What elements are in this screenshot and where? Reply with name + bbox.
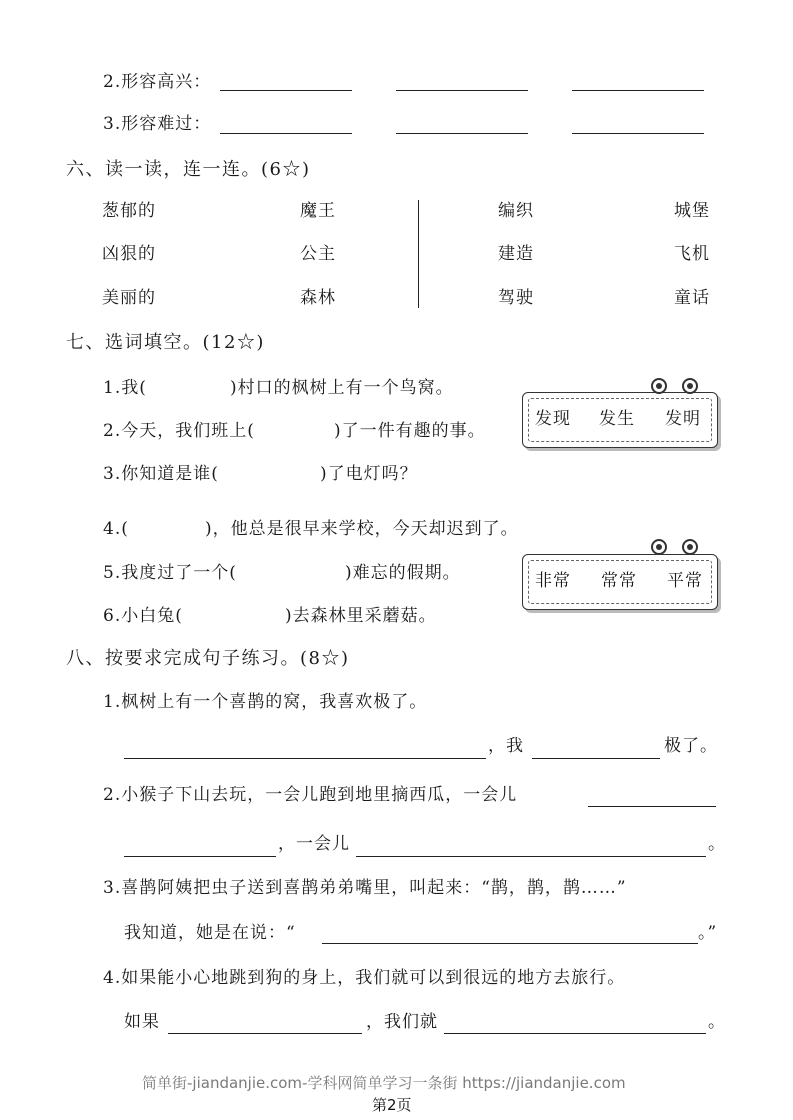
q8-item-1-blank-1[interactable]: [124, 758, 486, 759]
footer-watermark: 简单街-jiandanjie.com-学科网简单学习一条街 https://jiandanjie.com: [142, 1074, 626, 1092]
q6-left-word-1[interactable]: 葱郁的: [102, 201, 156, 221]
q8-item-4-lead: 如果: [124, 1012, 160, 1032]
q8-item-2-blank-2[interactable]: [124, 856, 276, 857]
q7-word-box-1-ring-left-icon: [651, 378, 667, 394]
q5-item-2-blank-1[interactable]: [220, 90, 352, 91]
q8-item-2-end: 。: [708, 834, 726, 854]
q7-word-box-1-word-1: 发现: [535, 409, 571, 429]
q7-word-box-1-word-2: 发生: [599, 409, 635, 429]
q8-item-3-lead: 我知道，她是在说：“: [124, 923, 296, 943]
q6-right-match-2[interactable]: 飞机: [674, 244, 710, 264]
q5-item-3-blank-2[interactable]: [396, 133, 528, 134]
q7-sentence-3-start: 3.你知道是谁(: [103, 464, 219, 484]
q7-sentence-5-end: )难忘的假期。: [345, 563, 461, 583]
q8-item-1-end: 极了。: [664, 736, 718, 756]
q8-item-1-sentence: 1.枫树上有一个喜鹊的窝，我喜欢极了。: [103, 692, 428, 712]
q6-title: 六、读一读，连一连。(6☆): [66, 159, 311, 180]
q8-item-4-blank-1[interactable]: [168, 1033, 362, 1034]
q7-word-box-2-word-1: 非常: [535, 571, 571, 591]
page-number: 第2页: [372, 1096, 412, 1114]
q7-sentence-3-end: )了电灯吗？: [320, 464, 418, 484]
q7-sentence-4-end: )，他总是很早来学校，今天却迟到了。: [205, 519, 519, 539]
q8-item-1-mid: ，我: [488, 736, 524, 756]
q6-divider: [418, 200, 419, 308]
q8-title: 八、按要求完成句子练习。(8☆): [66, 648, 350, 669]
q6-left-word-3[interactable]: 美丽的: [102, 288, 156, 308]
q8-item-2-sentence: 2.小猴子下山去玩，一会儿跑到地里摘西瓜，一会儿: [103, 785, 518, 805]
q7-sentence-2-end: )了一件有趣的事。: [334, 421, 486, 441]
q8-item-3-blank[interactable]: [322, 943, 698, 944]
q7-word-box-2-word-3: 平常: [667, 571, 703, 591]
q8-item-4-sentence: 4.如果能小心地跳到狗的身上，我们就可以到很远的地方去旅行。: [103, 968, 626, 988]
q7-sentence-1-end: )村口的枫树上有一个鸟窝。: [230, 378, 454, 398]
q6-right-word-3[interactable]: 驾驶: [498, 288, 534, 308]
q7-sentence-5-start: 5.我度过了一个(: [103, 563, 237, 583]
q7-word-box-2-word-2: 常常: [601, 571, 637, 591]
q8-item-4-mid: ，我们就: [366, 1012, 438, 1032]
q7-word-box-1: [522, 392, 718, 448]
q6-left-match-3[interactable]: 森林: [300, 288, 336, 308]
q8-item-3-end: 。”: [698, 923, 718, 943]
q5-item-3-blank-3[interactable]: [572, 133, 704, 134]
q5-item-2-blank-3[interactable]: [572, 90, 704, 91]
q8-item-4-blank-2[interactable]: [444, 1033, 706, 1034]
q8-item-4-end: 。: [708, 1012, 726, 1032]
q7-sentence-2-start: 2.今天，我们班上(: [103, 421, 255, 441]
q6-right-match-1[interactable]: 城堡: [674, 201, 710, 221]
q8-item-3-sentence: 3.喜鹊阿姨把虫子送到喜鹊弟弟嘴里，叫起来：“鹊，鹊，鹊……”: [103, 878, 627, 898]
q6-right-word-1[interactable]: 编织: [498, 201, 534, 221]
q8-item-2-mid: ，一会儿: [278, 834, 350, 854]
q8-item-1-blank-2[interactable]: [532, 758, 660, 759]
q7-word-box-1-ring-right-icon: [682, 378, 698, 394]
q7-word-box-1-word-3: 发明: [665, 409, 701, 429]
q7-sentence-6-end: )去森林里采蘑菇。: [285, 606, 437, 626]
q7-word-box-2-ring-right-icon: [682, 539, 698, 555]
q6-right-word-2[interactable]: 建造: [498, 244, 534, 264]
q7-sentence-4-start: 4.(: [103, 519, 129, 539]
q5-item-2-label: 2.形容高兴：: [103, 72, 212, 92]
q6-left-word-2[interactable]: 凶狠的: [102, 244, 156, 264]
q7-word-box-2-ring-left-icon: [651, 539, 667, 555]
q5-item-2-blank-2[interactable]: [396, 90, 528, 91]
q6-left-match-1[interactable]: 魔王: [300, 201, 336, 221]
q7-sentence-6-start: 6.小白兔(: [103, 606, 183, 626]
q6-left-match-2[interactable]: 公主: [300, 244, 336, 264]
q7-word-box-2: [522, 554, 718, 610]
q6-right-match-3[interactable]: 童话: [674, 288, 710, 308]
q7-sentence-1-start: 1.我(: [103, 378, 147, 398]
q8-item-2-blank-3[interactable]: [356, 856, 706, 857]
q5-item-3-blank-1[interactable]: [220, 133, 352, 134]
q5-item-3-label: 3.形容难过：: [103, 114, 212, 134]
q7-title: 七、选词填空。(12☆): [66, 332, 265, 353]
q8-item-2-blank-1[interactable]: [588, 806, 716, 807]
